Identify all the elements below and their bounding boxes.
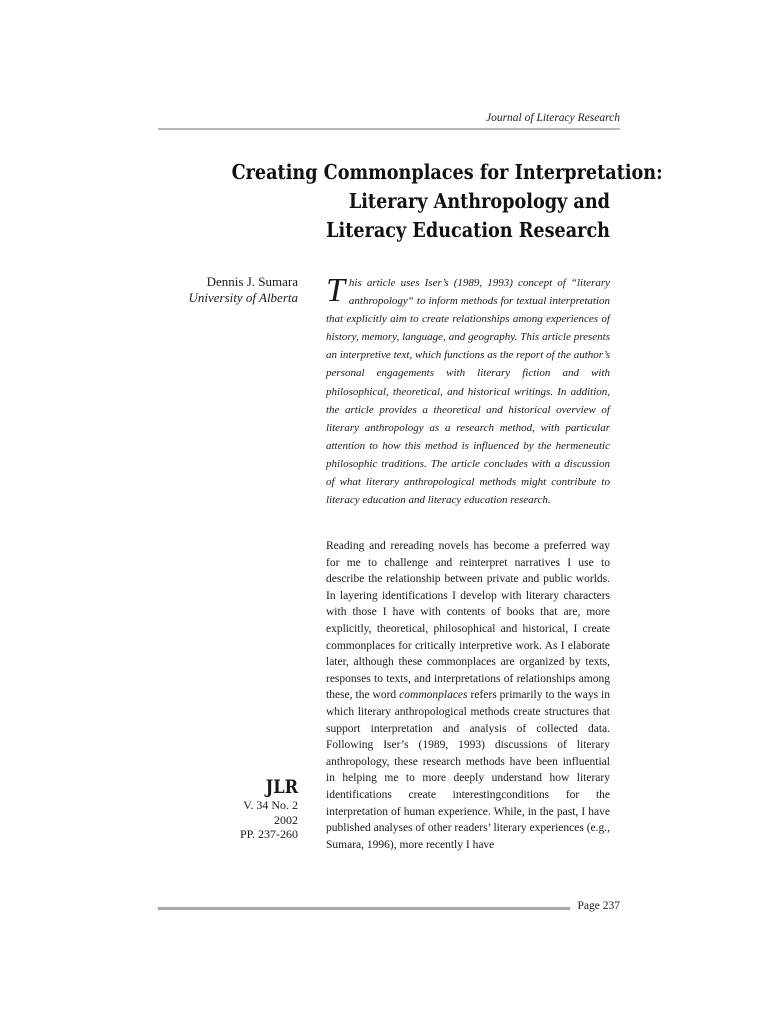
title-line-3: Literacy Education Research xyxy=(326,218,610,242)
abstract-text: his article uses Iser’s (1989, 1993) concept of “literary anthropology“ to inform methods for textual interpretation that explicitly aim to create relationships among experiences of history, memory, language, and geography. This article presents an interpretive text, which functions as the report of the author’s personal engagements with literary fiction and with philosophical, theoretical, and historical writings. In addition, the article provides a theoretical and historical overview of literary anthropology as a research method, with particular attention to how this method is influenced by the hermeneutic philosophic traditions. The article concludes with a discussion of what literary anthropological methods might contribute to literacy education and literacy education research. xyxy=(326,277,610,507)
author-name: Dennis J. Sumara xyxy=(206,274,298,289)
journal-year: 2002 xyxy=(274,812,298,827)
article-title xyxy=(231,158,663,245)
body-paragraph xyxy=(326,538,610,853)
journal-info xyxy=(200,776,298,842)
title-line-1: Creating Commonplaces for Interpretation: xyxy=(231,160,663,184)
author-affiliation: University of Alberta xyxy=(188,290,298,305)
running-head: Journal of Literacy Research xyxy=(485,112,620,124)
body-text-part-1: Reading and rereading novels has become a preferred way for me to challenge and reinterpret narratives I use to describe the relationship between private and public worlds. In layering identifications I develop with literary characters with those I have with contents of books that are, more explicitly, theoretical, philosophical and historical, I create commonplaces for critically interpretive work. As I elaborate later, although these commonplaces are organized by texts, responses to texts, and interpretations of relationships among these, the word xyxy=(326,540,610,702)
body-text-part-2: refers primarily to the ways in which literary anthropological methods create structures that support interpretation and analysis of collected data. Following Iser’s (1989, 1993) discussions of literary anthropology, these research methods have been influential in helping me to more deeply understand how literary identifications create interestingconditions for the interpretation of human experience. While, in the past, I have published analyses of other readers’ literary experiences (e.g., Sumara, 1996), more recently I have xyxy=(326,689,611,851)
abstract-drop-cap: T xyxy=(326,272,345,309)
page-number: Page 237 xyxy=(577,900,620,912)
author-block xyxy=(160,274,298,306)
abstract xyxy=(326,274,610,509)
title-line-2: Literary Anthropology and xyxy=(348,189,610,213)
journal-volume-issue: V. 34 No. 2 xyxy=(243,798,298,812)
journal-abbreviation: JLR xyxy=(265,776,298,798)
footer-rule xyxy=(158,907,570,910)
journal-pages: PP. 237-260 xyxy=(239,827,298,841)
header-rule xyxy=(158,128,620,130)
body-emphasis: commonplaces xyxy=(399,689,468,702)
